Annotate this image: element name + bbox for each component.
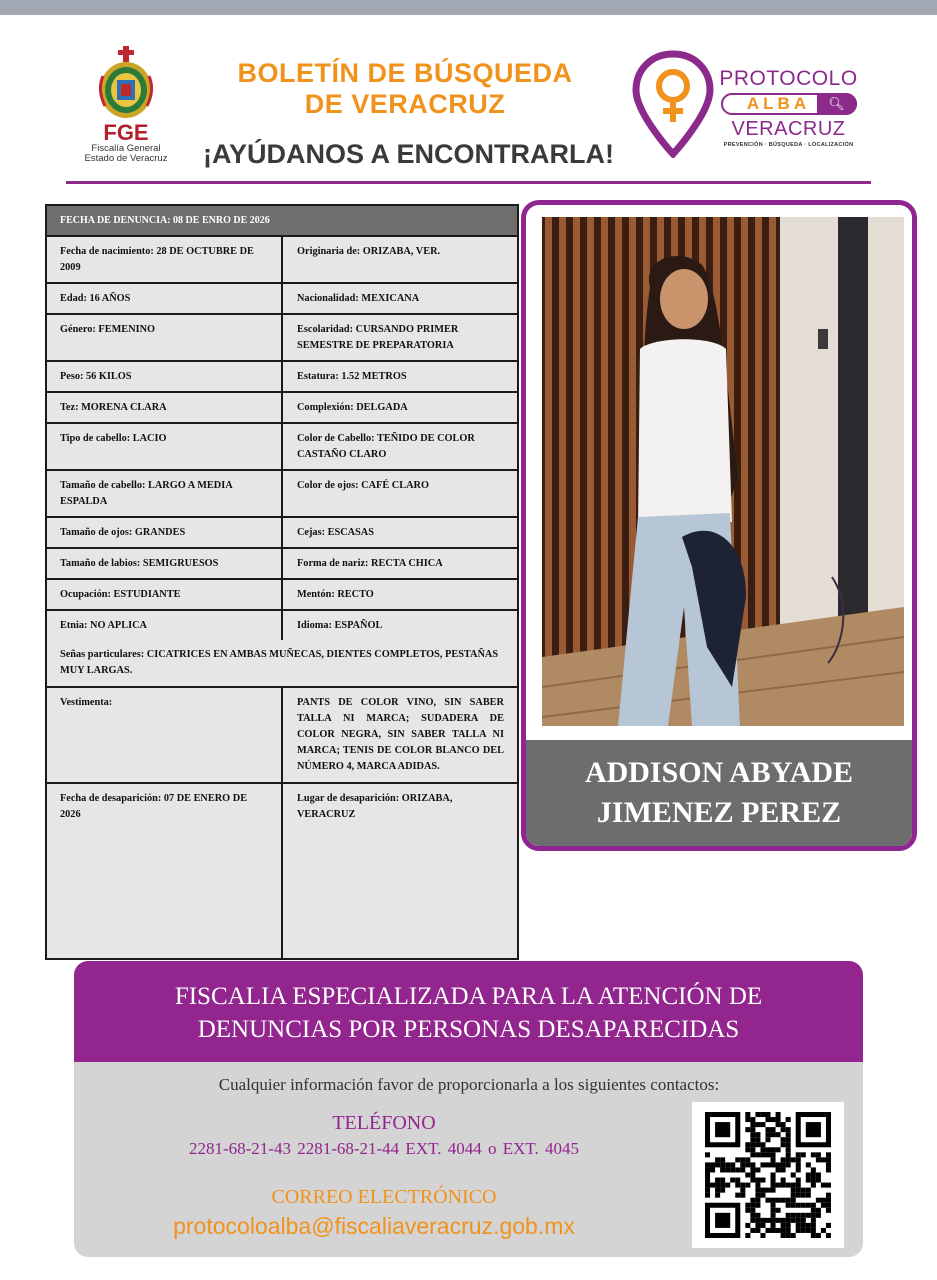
alba-word: ALBA — [746, 94, 811, 113]
info-cell-right: Cejas: ESCASAS — [297, 527, 374, 538]
info-cell-left: Edad: 16 AÑOS — [47, 284, 283, 313]
bulletin-title-line1: BOLETÍN DE BÚSQUEDA — [237, 58, 573, 88]
email-label: CORREO ELECTRÓNICO — [271, 1186, 497, 1208]
info-cell-right: Originaria de: ORIZABA, VER. — [297, 246, 441, 257]
email-link[interactable]: protocoloalba@fiscaliaveracruz.gob.mx — [173, 1213, 575, 1239]
info-row — [47, 580, 517, 611]
disappearance-date: Fecha de desaparición: 07 DE ENERO DE 2026 — [47, 784, 283, 958]
info-cell-right: Idioma: ESPAÑOL — [297, 620, 383, 631]
info-cell-left: Tamaño de cabello: LARGO A MEDIA ESPALDA — [47, 471, 283, 516]
photo-frame — [521, 200, 917, 851]
clothing-value: PANTS DE COLOR VINO, SIN SABER TALLA NI MARCA; SUDADERA DE COLOR NEGRA, SIN SABER TALLA NI MARCA; TENIS DE COLOR BLANCO DEL NÚMERO 4, MARCA ADIDAS. — [297, 697, 504, 772]
fge-abbreviation: FGE — [103, 120, 149, 145]
phone-numbers[interactable]: 2281-68-21-43 2281-68-21-44 EXT. 4044 o EXT. 4045 — [188, 1139, 580, 1158]
missing-person-photo-image — [542, 217, 904, 726]
info-cell-right: Forma de nariz: RECTA CHICA — [297, 558, 443, 569]
info-cell-right: Complexión: DELGADA — [297, 402, 408, 413]
phone-label: TELÉFONO — [332, 1112, 436, 1134]
contact-panel — [74, 1062, 863, 1257]
info-row — [47, 424, 517, 471]
location-pin-female-icon — [632, 50, 714, 158]
person-name-line1: ADDISON ABYADE — [584, 756, 854, 789]
fge-name-line1: Fiscalía General — [91, 143, 161, 154]
person-name-line2: JIMENEZ PEREZ — [596, 796, 842, 829]
top-bar — [0, 0, 937, 15]
help-title: ¡AYÚDANOS A ENCONTRARLA! — [203, 139, 614, 169]
info-cell-right: Color de Cabello: TEÑIDO DE COLOR CASTAÑO CLARO — [297, 433, 475, 460]
info-cell-left: Ocupación: ESTUDIANTE — [47, 580, 283, 609]
particular-signs: Señas particulares: CICATRICES EN AMBAS MUÑECAS, DIENTES COMPLETOS, PESTAÑAS MUY LARGAS. — [60, 649, 499, 676]
info-row — [47, 284, 517, 315]
info-row — [47, 518, 517, 549]
footer-title-line1: FISCALIA ESPECIALIZADA PARA LA ATENCIÓN DE — [174, 983, 763, 1010]
fge-logo — [78, 46, 174, 168]
info-row — [47, 471, 517, 518]
info-cell-right: Nacionalidad: MEXICANA — [297, 293, 420, 304]
alba-pill — [721, 93, 857, 115]
bulletin-title — [205, 58, 605, 120]
bulletin-title-line2: DE VERACRUZ — [304, 89, 506, 119]
clothing-row — [47, 688, 517, 784]
report-date: FECHA DE DENUNCIA: 08 DE ENRO DE 2026 — [47, 206, 517, 237]
info-cell-left: Tamaño de labios: SEMIGRUESOS — [47, 549, 283, 578]
footer-banner — [74, 961, 863, 1062]
header-divider — [66, 181, 871, 184]
info-cell-right: Mentón: RECTO — [297, 589, 374, 600]
qr-code[interactable] — [692, 1102, 844, 1248]
info-cell-right: Escolaridad: CURSANDO PRIMER SEMESTRE DE PREPARATORIA — [297, 324, 459, 351]
missing-person-photo — [542, 217, 904, 726]
info-cell-right: Color de ojos: CAFÉ CLARO — [297, 480, 429, 491]
info-cell-left: Tez: MORENA CLARA — [47, 393, 283, 422]
info-cell-left: Peso: 56 KILOS — [47, 362, 283, 391]
footer-title-line2: DENUNCIAS POR PERSONAS DESAPARECIDAS — [197, 1016, 740, 1043]
disappearance-row — [47, 784, 517, 958]
alba-protocolo-label: PROTOCOLO — [719, 67, 858, 90]
info-row — [47, 611, 517, 640]
contact-intro: Cualquier información favor de proporcionarla a los siguientes contactos: — [218, 1075, 720, 1094]
info-table — [45, 204, 519, 960]
info-cell-left: Etnia: NO APLICA — [47, 611, 283, 640]
info-row — [47, 315, 517, 362]
info-cell-right: Estatura: 1.52 METROS — [297, 371, 407, 382]
qr-code-icon — [702, 1112, 834, 1238]
search-icon: 🔍︎ — [817, 93, 857, 115]
particular-signs-row — [47, 640, 517, 688]
disappearance-place: Lugar de desaparición: ORIZABA, VERACRUZ — [297, 793, 453, 820]
info-cell-left: Fecha de nacimiento: 28 DE OCTUBRE DE 2009 — [47, 237, 283, 282]
info-cell-left: Género: FEMENINO — [47, 315, 283, 360]
info-cell-left: Tipo de cabello: LACIO — [47, 424, 283, 469]
protocolo-alba-logo — [632, 50, 862, 160]
alba-veracruz-label: VERACRUZ — [731, 118, 846, 140]
info-row — [47, 362, 517, 393]
info-row — [47, 237, 517, 284]
info-row — [47, 393, 517, 424]
info-row — [47, 549, 517, 580]
clothing-label: Vestimenta: — [47, 688, 283, 782]
fge-name-line2: Estado de Veracruz — [84, 153, 168, 164]
fge-shield-icon — [95, 46, 157, 120]
person-name-box — [526, 740, 912, 846]
alba-tagline: PREVENCIÓN · BÚSQUEDA · LOCALIZACIÓN — [723, 142, 854, 148]
info-cell-left: Tamaño de ojos: GRANDES — [47, 518, 283, 547]
